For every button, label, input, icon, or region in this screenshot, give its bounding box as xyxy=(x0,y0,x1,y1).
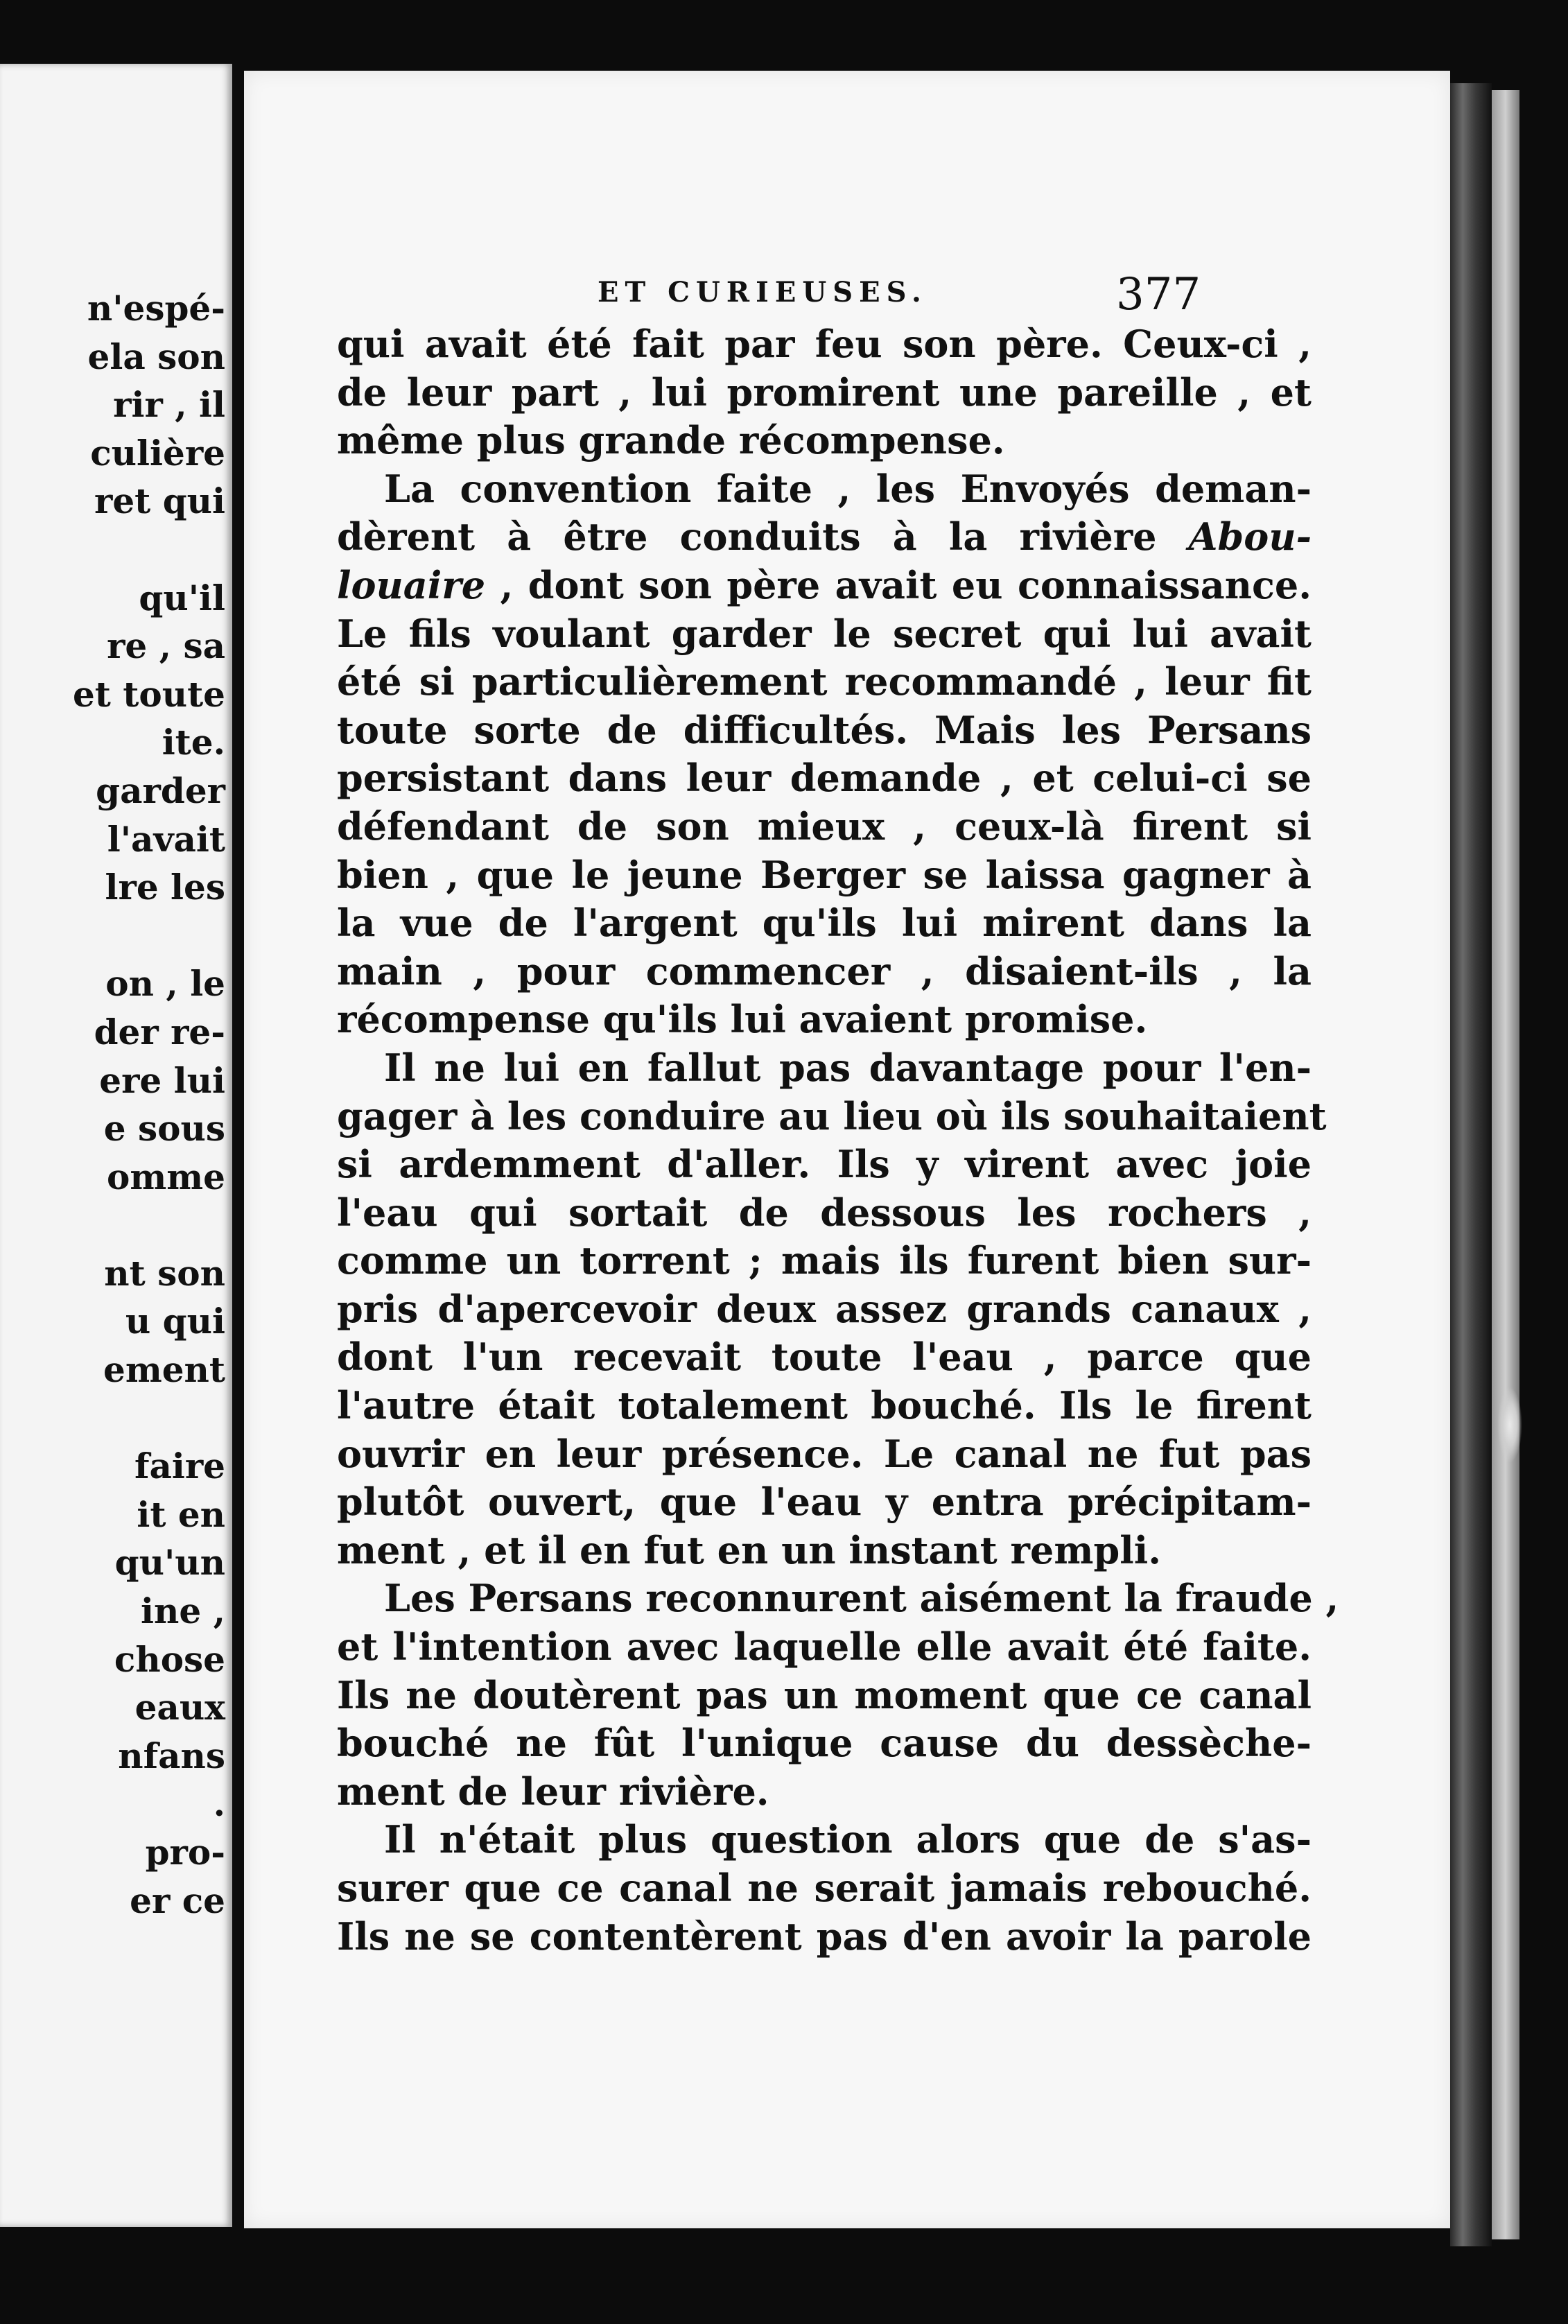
facing-page-line xyxy=(73,1394,225,1443)
text-line: qui avait été fait par feu son père. Ceux-ci , xyxy=(337,322,1312,366)
text-line: de leur part , lui promirent une pareille , et xyxy=(337,370,1312,415)
text-line: ment de leur rivière. xyxy=(337,1769,769,1814)
text-line: défendant de son mieux , ceux-là firent si xyxy=(337,804,1312,849)
page-edge xyxy=(1492,90,1519,2239)
facing-page-line: re , sa xyxy=(107,625,225,667)
facing-page-line: ret qui xyxy=(94,480,225,522)
page-edge-shadow xyxy=(1450,83,1492,2246)
text-line: Il n'était plus question alors que de s'as- xyxy=(384,1817,1312,1862)
text-line: comme un torrent ; mais ils furent bien sur- xyxy=(337,1238,1312,1283)
facing-page-line: faire xyxy=(134,1446,225,1487)
facing-page-line: omme xyxy=(107,1156,225,1197)
facing-page-line: garder xyxy=(96,770,225,811)
facing-page-fragment xyxy=(0,64,232,2227)
text-line: ouvrir en leur présence. Le canal ne fut pas xyxy=(337,1431,1312,1476)
text-line: persistant dans leur demande , et celui-ci se xyxy=(337,756,1312,801)
facing-page-line: nt son xyxy=(104,1252,225,1294)
text-line: même plus grande récompense. xyxy=(337,418,1005,463)
text-line: dèrent à être conduits à la rivière Abou- xyxy=(337,514,1312,560)
text-line: bien , que le jeune Berger se laissa gagner à xyxy=(337,852,1312,897)
text-line: l'eau qui sortait de dessous les rochers , xyxy=(337,1190,1312,1235)
facing-page-line: l'avait xyxy=(107,818,225,860)
running-head xyxy=(244,269,1450,324)
text-line: toute sorte de difficultés. Mais les Persans xyxy=(337,707,1312,752)
river-name: Abou- xyxy=(1188,514,1312,560)
text-line: et l'intention avec laquelle elle avait été faite. xyxy=(337,1624,1312,1670)
text-line: Les Persans reconnurent aisément la fraude , xyxy=(384,1576,1339,1621)
text-line: Il ne lui en fallut pas davantage pour l'en- xyxy=(384,1045,1312,1090)
facing-page-line: rir , il xyxy=(113,384,225,426)
facing-page-line: nfans xyxy=(118,1735,225,1776)
text-line: main , pour commencer , disaient-ils , la xyxy=(337,948,1312,994)
body-text xyxy=(337,320,1339,1961)
facing-page-line: ine , xyxy=(141,1590,225,1632)
text-line: surer que ce canal ne serait jamais rebouché. xyxy=(337,1866,1312,1910)
text-line: Ils ne doutèrent pas un moment que ce canal xyxy=(337,1672,1312,1717)
text-line: l'autre était totalement bouché. Ils le firent xyxy=(337,1383,1312,1428)
text-line: plutôt ouvert, que l'eau y entra précipitam- xyxy=(337,1480,1312,1525)
facing-page-line: it en xyxy=(137,1493,225,1535)
facing-page-line xyxy=(73,1201,225,1249)
paper-blemish xyxy=(1497,1387,1522,1463)
facing-page-line: lre les xyxy=(105,867,225,908)
facing-page-line: n'espé- xyxy=(87,288,225,329)
text-line: Le fils voulant garder le secret qui lui avait xyxy=(337,611,1312,656)
facing-page-line: et toute xyxy=(72,673,225,715)
facing-page-line: ela son xyxy=(87,336,225,377)
text-line: Ils ne se contentèrent pas d'en avoir la parole xyxy=(337,1914,1312,1959)
facing-page-line: er ce xyxy=(130,1880,225,1921)
text-line: récompense qu'ils lui avaient promise. xyxy=(337,997,1148,1042)
text-line: louaire , dont son père avait eu connaissance. xyxy=(337,562,1312,607)
facing-page-line: ite. xyxy=(162,722,225,763)
facing-page-line: ement xyxy=(103,1349,225,1391)
facing-page-line: e sous xyxy=(103,1108,225,1150)
text-line: pris d'apercevoir deux assez grands canaux , xyxy=(337,1286,1312,1331)
text-line: ment , et il en fut en un instant rempli. xyxy=(337,1527,1162,1572)
facing-page-line: der re- xyxy=(94,1011,225,1052)
text-line: si ardemment d'aller. Ils y virent avec joie xyxy=(337,1142,1312,1187)
text-line: la vue de l'argent qu'ils lui mirent dans la xyxy=(337,901,1312,946)
book-page xyxy=(244,71,1450,2228)
page-number: 377 xyxy=(1116,269,1201,320)
facing-page-line: eaux xyxy=(134,1687,225,1728)
text-line: été si particulièrement recommandé , leur fit xyxy=(337,659,1312,704)
text-line: dont l'un recevait toute l'eau , parce que xyxy=(337,1335,1312,1380)
facing-page-line: culière xyxy=(90,432,225,474)
facing-page-text xyxy=(73,284,225,1925)
running-title: ET CURIEUSES. xyxy=(598,276,927,309)
text-line: La convention faite , les Envoyés deman- xyxy=(384,466,1312,511)
facing-page-line: . xyxy=(213,1783,225,1825)
facing-page-line: on , le xyxy=(105,963,225,1005)
facing-page-line: u qui xyxy=(125,1301,225,1342)
river-name: louaire xyxy=(337,562,486,607)
facing-page-line: pro- xyxy=(145,1832,225,1873)
facing-page-line: qu'un xyxy=(114,1542,225,1584)
facing-page-line: chose xyxy=(114,1638,225,1680)
facing-page-line: ere lui xyxy=(99,1059,225,1101)
text-line: bouché ne fût l'unique cause du dessèche- xyxy=(337,1721,1312,1766)
facing-page-line xyxy=(73,912,225,960)
facing-page-line xyxy=(73,526,225,574)
facing-page-line: qu'il xyxy=(139,577,225,618)
text-line: gager à les conduire au lieu où ils souhaitaient xyxy=(337,1093,1327,1138)
